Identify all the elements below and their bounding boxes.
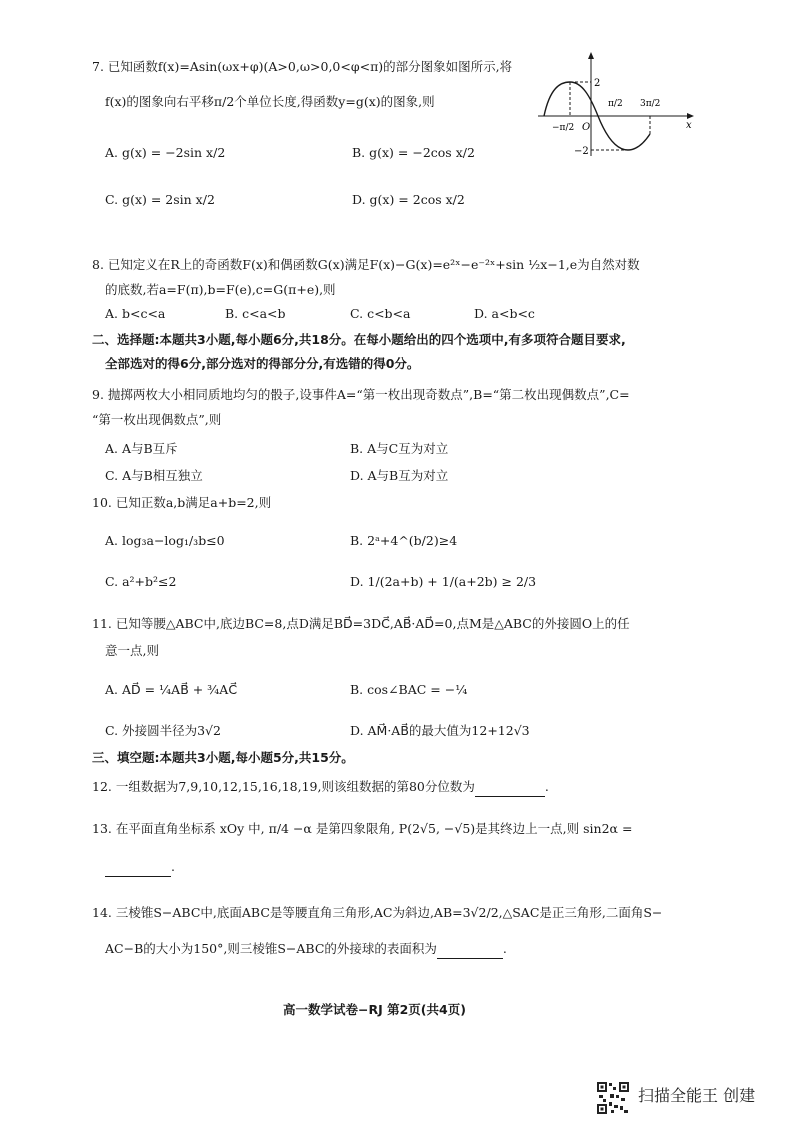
q12-text: 12. 一组数据为7,9,10,12,15,16,18,19,则该组数据的第80分位数为 [92,779,475,794]
q12-answer-blank[interactable] [475,778,545,797]
y-axis-arrow [588,52,594,59]
q8-option-b: B. c<a<b [225,306,286,321]
q14-answer-blank[interactable] [437,940,503,959]
label-x-pi-half: π/2 [608,99,623,109]
x-axis-arrow [687,113,694,119]
label-x-neg-pi-half: −π/2 [552,123,575,133]
q7-option-d: D. g(x) = 2cos x/2 [352,192,465,207]
q11-option-d: D. AM⃗·AB⃗的最大值为12+12√3 [350,723,530,738]
q7-option-c: C. g(x) = 2sin x/2 [105,192,215,207]
section-2-heading-line1: 二、选择题:本题共3小题,每小题6分,共18分。在每小题给出的四个选项中,有多项符合题目要求, [92,332,626,347]
label-x: x [686,120,692,131]
q11-option-a: A. AD⃗ = ¼AB⃗ + ¾AC⃗ [105,682,238,697]
q9-option-b: B. A与C互为对立 [350,441,449,456]
q10-stem: 10. 已知正数a,b满足a+b=2,则 [92,495,272,510]
q9-option-d: D. A与B互为对立 [350,468,449,483]
q8-option-c: C. c<b<a [350,306,411,321]
label-origin: O [582,122,591,133]
qr-code-icon [596,1081,630,1115]
q7-sine-graph [536,48,696,160]
q13-answer-line [105,858,175,877]
q9-option-c: C. A与B相互独立 [105,468,203,483]
q10-option-d: D. 1/(2a+b) + 1/(a+2b) ≥ 2/3 [350,574,537,589]
q8-option-d: D. a<b<c [474,306,535,321]
q11-option-c: C. 外接圆半径为3√2 [105,723,221,738]
q9-option-a: A. A与B互斥 [105,441,178,456]
q8-stem-line1: 8. 已知定义在R上的奇函数F(x)和偶函数G(x)满足F(x)−G(x)=e²ˣ−e⁻²ˣ+sin ½x−1,e为自然对数 [92,257,640,272]
q10-option-c: C. a²+b²≤2 [105,574,177,589]
section-2-heading-line2: 全部选对的得6分,部分选对的得部分分,有选错的得0分。 [105,356,420,371]
q14-stem-line1: 14. 三棱锥S−ABC中,底面ABC是等腰直角三角形,AC为斜边,AB=3√2/2,△SAC是正三角形,二面角S− [92,905,663,920]
q13-stem: 13. 在平面直角坐标系 xOy 中, π/4 −α 是第四象限角, P(2√5, −√5)是其终边上一点,则 sin2α = [92,821,633,836]
q14-end: . [502,941,507,956]
page-footer: 高一数学试卷−RJ 第2页(共4页) [283,1002,466,1017]
label-x-3pi-half: 3π/2 [640,99,661,109]
section-3-heading: 三、填空题:本题共3小题,每小题5分,共15分。 [92,750,354,765]
q13-answer-blank[interactable] [105,858,171,877]
q11-option-b: B. cos∠BAC = −¼ [350,682,468,697]
q8-stem-line2: 的底数,若a=F(π),b=F(e),c=G(π+e),则 [105,282,336,297]
q11-stem-line1: 11. 已知等腰△ABC中,底边BC=8,点D满足BD⃗=3DC⃗,AB⃗·AD⃗=0,点M是△ABC的外接圆O上的任 [92,616,630,631]
q12-end: . [544,779,549,794]
q9-stem-line1: 9. 抛掷两枚大小相同质地均匀的骰子,设事件A=“第一枚出现奇数点”,B=“第二枚出现偶数点”,C= [92,387,630,402]
q14-text: AC−B的大小为150°,则三棱锥S−ABC的外接球的表面积为 [105,941,437,956]
label-y-max: 2 [594,78,601,89]
q7-stem-line1: 7. 已知函数f(x)=Asin(ωx+φ)(A>0,ω>0,0<φ<π)的部分图象如图所示,将 [92,59,513,74]
q7-option-b: B. g(x) = −2cos x/2 [352,145,475,160]
q11-stem-line2: 意一点,则 [105,643,159,658]
scanner-watermark: 扫描全能王 创建 [638,1086,756,1105]
q10-option-a: A. log₃a−log₁/₃b≤0 [105,533,225,548]
q14-stem-line2 [105,940,507,959]
q9-stem-line2: “第一枚出现偶数点”,则 [92,412,222,427]
q10-option-b: B. 2ᵃ+4^(b/2)≥4 [350,533,458,548]
q7-stem-line2: f(x)的图象向右平移π/2个单位长度,得函数y=g(x)的图象,则 [105,94,435,109]
q12-stem [92,778,549,797]
label-y-min: −2 [574,146,589,157]
q13-end: . [171,859,175,874]
q7-option-a: A. g(x) = −2sin x/2 [105,145,226,160]
q8-option-a: A. b<c<a [105,306,166,321]
